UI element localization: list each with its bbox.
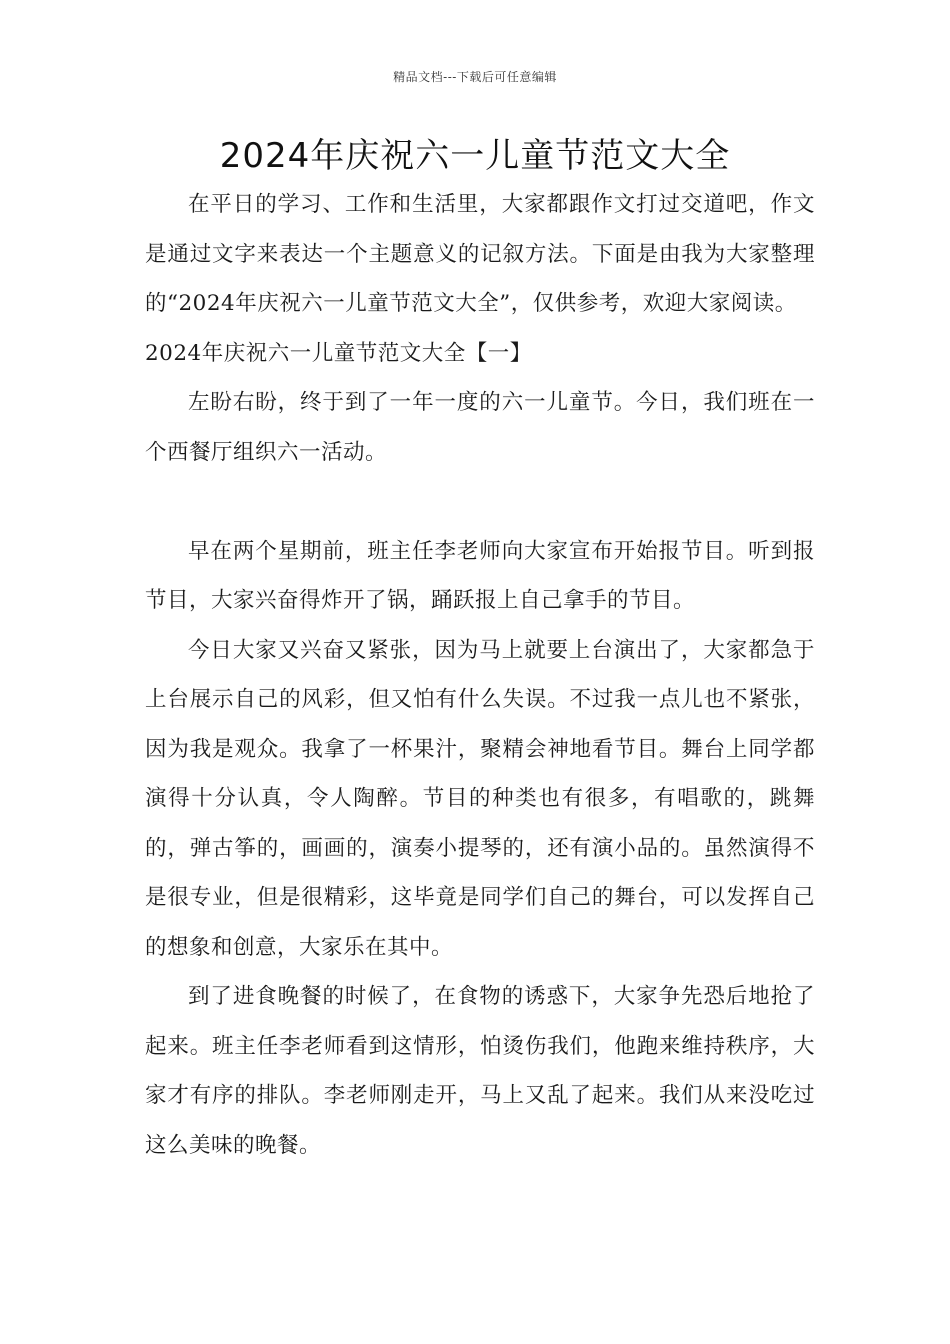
body-paragraph: 今日大家又兴奋又紧张，因为马上就要上台演出了，大家都急于上台展示自己的风彩，但又怕有什么失误。不过我一点儿也不紧张，因为我是观众。我拿了一杯果汁，聚精会神地看节目。舞台上同学都演得十分认真，令人陶醉。节目的种类也有很多，有唱歌的，跳舞的，弹古筝的，画画的，演奏小提琴的，还有演小品的。虽然演得不是很专业，但是很精彩，这毕竟是同学们自己的舞台，可以发挥自己的想象和创意，大家乐在其中。 bbox=[145, 637, 815, 960]
page-title: 2024年庆祝六一儿童节范文大全 bbox=[219, 136, 731, 176]
body-paragraph: 左盼右盼，终于到了一年一度的六一儿童节。今日，我们班在一个西餐厅组织六一活动。 bbox=[145, 390, 815, 465]
body-paragraph: 到了进食晚餐的时候了，在食物的诱惑下，大家争先恐后地抢了起来。班主任李老师看到这情形，怕烫伤我们，他跑来维持秩序，大家才有序的排队。李老师刚走开，马上又乱了起来。我们从来没吃过这么美味的晚餐。 bbox=[145, 984, 815, 1158]
body-paragraph: 早在两个星期前，班主任李老师向大家宣布开始报节目。听到报节目，大家兴奋得炸开了锅，踊跃报上自己拿手的节目。 bbox=[145, 538, 815, 613]
document-body bbox=[145, 180, 815, 1170]
header-note: 精品文档---下载后可任意编辑 bbox=[393, 70, 557, 84]
section-heading: 2024年庆祝六一儿童节范文大全【一】 bbox=[145, 340, 532, 366]
intro-paragraph: 在平日的学习、工作和生活里，大家都跟作文打过交道吧，作文是通过文字来表达一个主题意义的记叙方法。下面是由我为大家整理的“2024年庆祝六一儿童节范文大全”，仅供参考，欢迎大家阅读。 bbox=[145, 192, 815, 316]
paragraph-spacer bbox=[145, 477, 815, 527]
